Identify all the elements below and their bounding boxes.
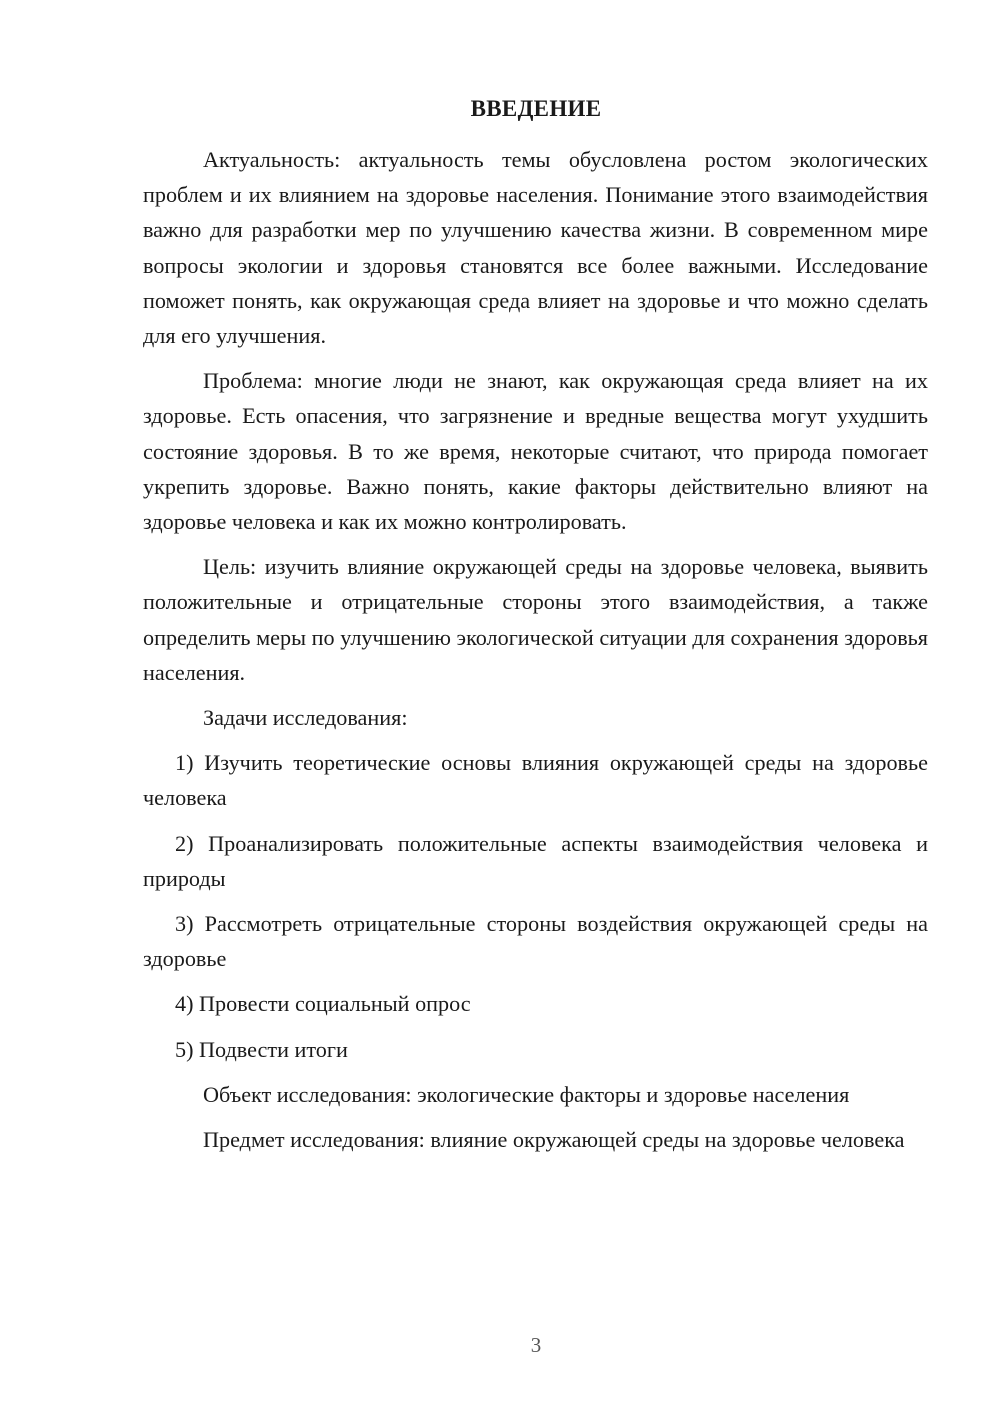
paragraph-object: Объект исследования: экологические факторы и здоровье населения xyxy=(203,1081,850,1107)
paragraph-relevance: Актуальность: актуальность темы обусловлена ростом экологических проблем и их влиянием на здоровье населения. Понимание этого взаимодействия важно для разработки мер по улучшению качества жизни. В современном мире вопросы экологии и здоровья становятся все более важными. Исследование поможет понять, как окружающая среда влияет на здоровье и что можно сделать для его улучшения. xyxy=(143,147,928,349)
task-item-4: 4) Провести социальный опрос xyxy=(175,991,471,1017)
tasks-heading: Задачи исследования: xyxy=(203,705,408,731)
paragraph-subject: Предмет исследования: влияние окружающей среды на здоровье человека xyxy=(203,1127,905,1153)
section-title: ВВЕДЕНИЕ xyxy=(470,96,602,121)
paragraph-goal: Цель: изучить влияние окружающей среды на здоровье человека, выявить положительные и отрицательные стороны этого взаимодействия, а также определить меры по улучшению экологической ситуации для сохранения здоровья населения. xyxy=(143,554,928,685)
task-item-2: 2) Проанализировать положительные аспекты взаимодействия человека и природы xyxy=(143,830,928,891)
page-number: 3 xyxy=(530,1333,542,1357)
paragraph-problem: Проблема: многие люди не знают, как окружающая среда влияет на их здоровье. Есть опасения, что загрязнение и вредные вещества могут ухудшить состояние здоровья. В то же время, некоторые считают, что природа помогает укрепить здоровье. Важно понять, какие факторы действительно влияют на здоровье человека и как их можно контролировать. xyxy=(143,368,928,535)
task-item-5: 5) Подвести итоги xyxy=(175,1036,348,1062)
task-item-1: 1) Изучить теоретические основы влияния окружающей среды на здоровье человека xyxy=(143,750,928,811)
task-item-3: 3) Рассмотреть отрицательные стороны воздействия окружающей среды на здоровье xyxy=(143,911,928,972)
document-body xyxy=(143,142,928,1167)
